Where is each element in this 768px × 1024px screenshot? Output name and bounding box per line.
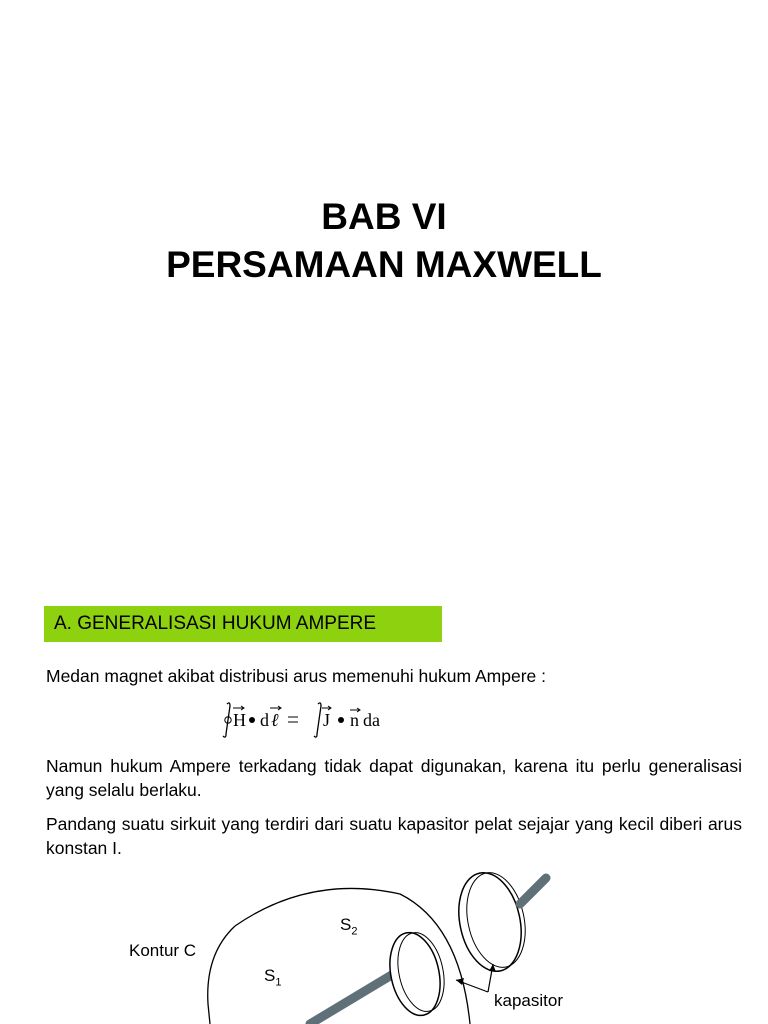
eq-d: d xyxy=(260,710,269,730)
capacitor-plate-far xyxy=(450,867,529,977)
label-s2 xyxy=(340,915,357,937)
label-s1-text: S xyxy=(264,966,276,985)
ampere-law-equation xyxy=(218,700,418,740)
label-s2-text: S xyxy=(340,915,352,934)
title-block xyxy=(0,193,768,289)
paragraph-intro: Medan magnet akibat distribusi arus memenuhi hukum Ampere : xyxy=(46,666,546,686)
dot-product-2 xyxy=(338,717,344,723)
eq-ell: ℓ xyxy=(271,710,279,730)
label-s1-subscript: 1 xyxy=(275,976,282,989)
eq-n: n xyxy=(350,710,359,730)
wire-right xyxy=(520,878,546,904)
eq-da: da xyxy=(363,710,380,730)
label-s1 xyxy=(264,966,281,988)
label-kontur-c: Kontur C xyxy=(129,941,197,960)
section-heading: A. GENERALISASI HUKUM AMPERE xyxy=(44,606,442,642)
contour-integral-sign xyxy=(223,703,230,737)
label-kapasitor: kapasitor xyxy=(494,991,563,1010)
eq-J: J xyxy=(323,710,331,730)
label-s2-subscript: 2 xyxy=(351,925,358,938)
contour-c xyxy=(208,926,235,1024)
eq-H: H xyxy=(233,710,246,730)
paragraph-capacitor: Pandang suatu sirkuit yang terdiri dari suatu kapasitor pelat sejajar yang kecil diberi arus konstan I. xyxy=(46,814,742,858)
dot-product-1 xyxy=(249,717,255,723)
chapter-number: BAB VI xyxy=(321,196,447,237)
integral-sign xyxy=(314,703,321,737)
chapter-title: PERSAMAAN MAXWELL xyxy=(166,244,602,285)
paragraph-generalization: Namun hukum Ampere terkadang tidak dapat digunakan, karena itu perlu generalisasi yang selalu berlaku. xyxy=(46,756,742,800)
